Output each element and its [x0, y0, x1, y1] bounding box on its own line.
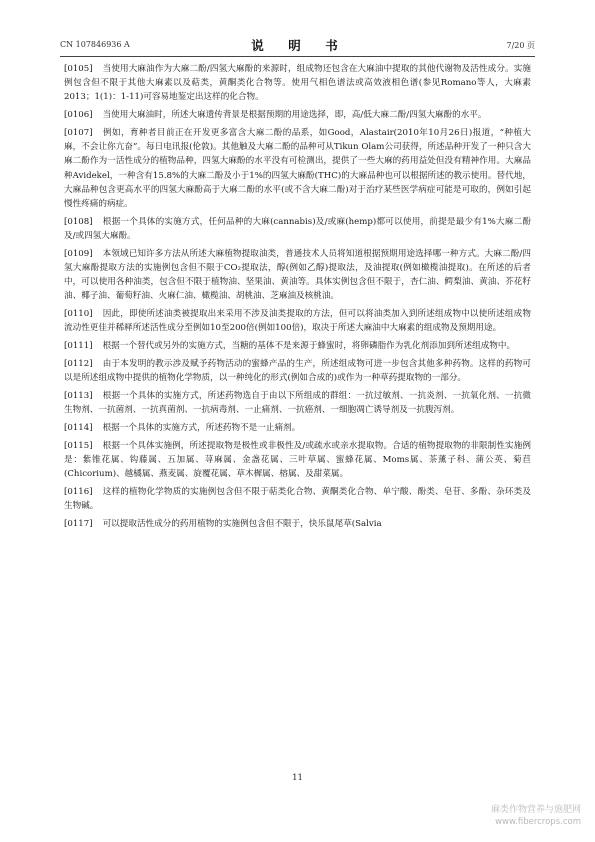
- paragraph-number: [0105]: [64, 64, 93, 74]
- paragraph-text: 例如，育种者目前正在开发更多富含大麻二酚的品系，如Good，Alastair(2010年10月26日)报道，“种植大麻，不会让你亢奋”。每日电讯报(伦敦)。其他触及大麻二酚的品种可从Tikun Olam公司获得，所述品种开发了一种只含大麻二酚作为一活性成分的植物品种，四氢大麻酚的水平没有可检测出，提供了一些大麻的药用益处但没有精神作用。大麻品种Avidekel，一种含有15.8%的大麻二酚及小于1%的四氢大麻酚(THC)的大麻品种也可以根据所述的教示使用。替代地，大麻品种包含更高水平的四氢大麻酚高于大麻二酚的水平(或不含大麻二酚)对于治疗某些医学病症可能是可取的，例如引起慢性疼痛的病症。: [64, 128, 531, 210]
- paragraph-number: [0106]: [64, 110, 93, 121]
- paragraph-number: [0108]: [64, 216, 93, 227]
- paragraph-number: [0109]: [64, 248, 93, 259]
- paragraph-number: [0113]: [64, 391, 93, 402]
- header-rule: [60, 56, 535, 57]
- document-body: [64, 62, 531, 535]
- paragraph-number: [0110]: [64, 309, 93, 320]
- paragraph-text: 由于本发明的教示涉及赋予药物活动的蜜蜂产品的生产，所述组成物可进一步包含其他多种药物。这样的药物可以是所述组成物中提供的植物化学物质，以一种纯化的形式(例如合成的)或作为一种草药提取物的一部分。: [64, 359, 531, 384]
- paragraph-0108: [64, 215, 531, 243]
- page-header: [60, 36, 535, 52]
- page-indicator: 7/20 页: [506, 41, 535, 50]
- watermark-url: www.fibercrops.com: [495, 817, 581, 827]
- paragraph-text: 本领域已知许多方法从所述大麻植物提取油类，普通技术人员将知道根据预期用途选择哪一种方式。大麻二酚/四氢大麻酚提取方法的实施例包含但不限于CO₂提取法，醇(例如乙醇)提取法，及油提取(例如橄榄油提取)。在所述的后者中，可以使用各种油类，包含但不限于植物油、坚果油、黄油等。具体实例包含但不限于，杏仁油、鳄梨油、黄油、芥花籽油、椰子油、葡萄籽油、火麻仁油、橄榄油、胡桃油、芝麻油及核桃油。: [64, 248, 531, 302]
- paragraph-0113: [64, 389, 531, 417]
- watermark: [431, 804, 581, 828]
- paragraph-number: [0111]: [64, 341, 93, 352]
- paragraph-0105: [64, 62, 531, 105]
- watermark-site-name: 麻类作物营养与施肥网: [490, 805, 581, 815]
- paragraph-text: 根据一个具体的实施方式，任何品种的大麻(cannabis)及/或麻(hemp)都可以使用，前提是最少有1%大麻二酚及/或四氢大麻酚。: [64, 216, 531, 242]
- paragraph-0117: [64, 517, 531, 531]
- paragraph-text: 根据一个具体的实施方式，所述药物选自于由以下所组成的群组：一抗过敏剂、一抗炎剂、一抗氧化剂、一抗微生物剂、一抗菌剂、一抗真菌剂、一抗病毒剂、一止痛剂、一抗癌剂、一细胞凋亡诱导剂及一抗腹泻剂。: [64, 391, 531, 416]
- paragraph-0110: [64, 307, 531, 335]
- paragraph-0107: [64, 126, 531, 211]
- paragraph-number: [0115]: [64, 440, 93, 451]
- paragraph-number: [0112]: [64, 359, 93, 370]
- paragraph-0106: [64, 108, 531, 122]
- paragraph-text: 根据一个替代或另外的实施方式，当糖的基体不是来源于蜂蜜时，将卵磷脂作为乳化剂添加到所述组成物中。: [102, 341, 516, 352]
- paragraph-text: 这样的植物化学物质的实施例包含但不限于萜类化合物、黄酮类化合物、单宁酸、酚类、皂苷、多酚、杂环类及生物碱。: [64, 487, 531, 512]
- page-number: 11: [292, 773, 303, 783]
- paragraph-text: 因此，即使所述油类被提取出来采用不涉及油类提取的方法，但可以将油类加入到所述组成物中以使所述组成物流动性更佳并稀释所述活性成分至例如10至200倍(例如100倍)，取决于所述大麻油中大麻素的组成物及预期用途。: [64, 309, 531, 334]
- patent-number: CN 107846936 A: [60, 40, 130, 49]
- paragraph-number: [0107]: [64, 128, 93, 138]
- document-title: 说 明 书: [251, 38, 344, 53]
- paragraph-0109: [64, 247, 531, 304]
- paragraph-text: 根据一个具体实施例，所述提取物是极性或非极性及/或疏水或亲水提取物。合适的植物提取物的非限制性实施例是：紫锥花属、钩藤属、五加属、荨麻属、金盏花属、三叶草属、蜜蜂花属、Moms属、茶薰子科、蒲公英、菊苣(Chicorium)、越橘属、燕麦属、旋覆花属、草木樨属、榕属、及甜菜属。: [64, 440, 531, 480]
- paragraph-0114: [64, 421, 531, 435]
- paragraph-0116: [64, 485, 531, 513]
- paragraph-number: [0117]: [64, 519, 93, 530]
- paragraph-0112: [64, 357, 531, 385]
- paragraph-text: 当使用大麻油时，所述大麻遗传背景是根据预期的用途选择，即，高/低大麻二酚/四氢大麻酚的水平。: [102, 110, 487, 121]
- paragraph-number: [0116]: [64, 487, 93, 498]
- paragraph-number: [0114]: [64, 423, 93, 434]
- paragraph-text: 根据一个具体的实施方式，所述药物不是一止痛剂。: [102, 423, 301, 434]
- paragraph-text: 可以提取活性成分的药用植物的实施例包含但不限于，快乐鼠尾草(Salvia: [102, 519, 382, 530]
- paragraph-0115: [64, 439, 531, 482]
- paragraph-text: 当使用大麻油作为大麻二酚/四氢大麻酚的来源时，组成物还包含在大麻油中提取的其他代谢物及活性成分。实施例包含但不限于其他大麻素以及萜类，黄酮类化合物等。使用气相色谱法或高效液相色谱(参见Romano等人，大麻素2013；1(1)：1-11)可容易地鉴定出这样的化合物。: [64, 64, 531, 103]
- paragraph-0111: [64, 339, 531, 353]
